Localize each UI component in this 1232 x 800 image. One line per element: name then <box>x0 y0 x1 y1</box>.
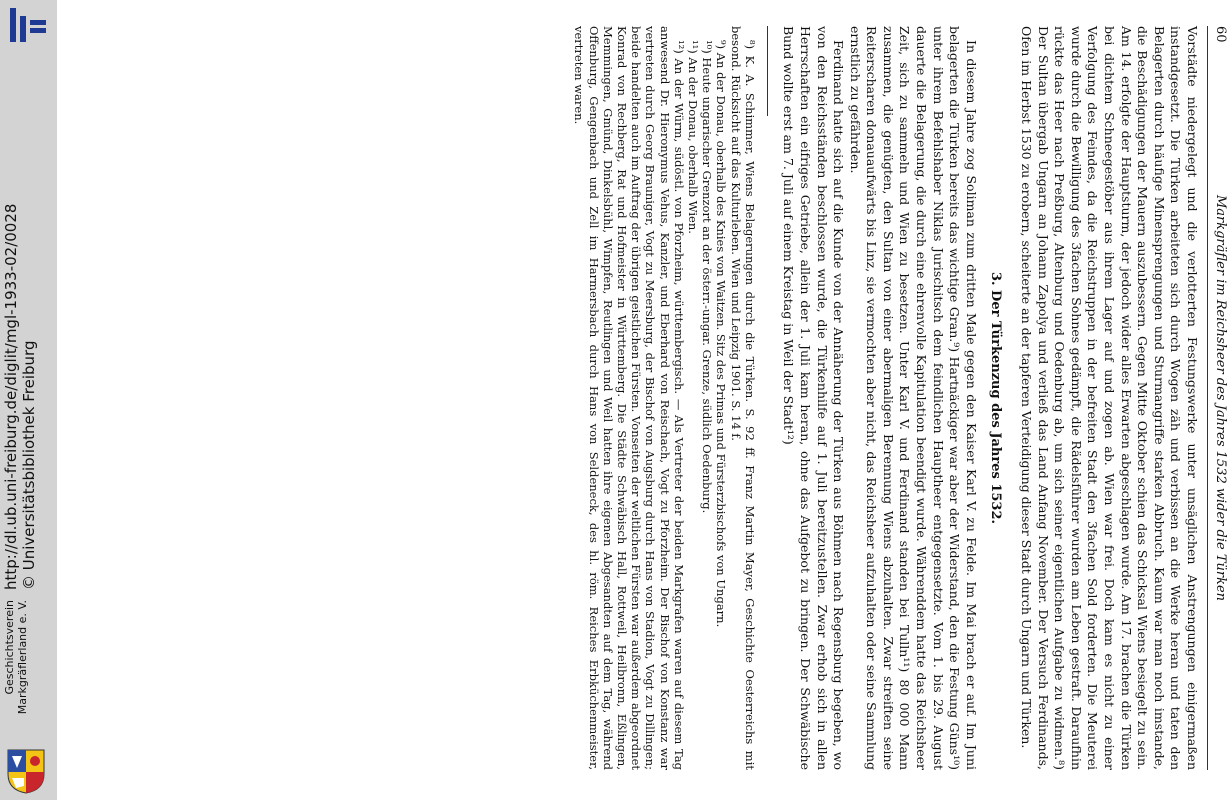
copyright-notice: © Universitätsbibliothek Freiburg <box>20 340 38 590</box>
page-number: 60 <box>1213 26 1228 43</box>
paragraph-1: Vorstädte niedergelegt und die verlotterten Festungswerke unter unsäglichen Anstrengungen einigermaßen instandgesetzt. Die Türken arbeiteten sich durch Wogen zäh und verbissen an die Werke heran und taten den Belagerten durch häufige Minensprengungen und Sturmangriffe starken Abbruch. Kaum war man noch imstande, die Beschädigungen der Mauern auszubessern. Gegen Mitte Oktober schien das Schicksal Wiens besiegelt zu sein. Am 14. erfolgte der Hauptsturm, der jedoch wider alles Erwarten abgeschlagen wurde. Am 17. brachen die Türken bei dichtem Schneegestöber aus ihrem Lager auf und zogen ab. Wien war frei. Doch kam es nicht zu einer Verfolgung des Feindes, da die Reichstruppen in der befreiten Stadt den 3fachen Sold forderten. Die Meuterei wurde durch die Bewilligung des 3fachen Sohnes gedämpft, die Rädelsführer wurden am Leben gestraft. Daraufhin rückte das Heer nach Preßburg, Altenburg und Oedenburg ab, um sich seiner eigentlichen Aufgabe zu widmen.⁸) Der Sultan übergab Ungarn an Johann Zapolya und verließ das Land Anfang November. Der Versuch Ferdinands, Ofen im Herbst 1530 zu erobern, scheiterte an der tapferen Verteidigung dieser Stadt durch Ungarn und Türken. <box>1019 26 1200 770</box>
rotated-source-info <box>0 0 60 800</box>
footnote-9: ⁹) An der Donau, oberhalb des Knies von Waitzen. Sitz des Primas und Fürsterzbischofs von Ungarn. <box>714 40 729 628</box>
society-name-line1: Geschichtsverein <box>3 600 16 695</box>
body-text <box>572 26 1200 770</box>
footnote-10: ¹⁰) Heute ungarischer Grenzort an der österr.-ungar. Grenze, südlich Oedenburg. <box>700 40 715 514</box>
section-heading: 3. Der Türkenzug des Jahres 1532. <box>988 271 1004 525</box>
scanned-page <box>132 18 1232 798</box>
society-name-line2: Markgräflerland e. V. <box>16 600 29 715</box>
paragraph-2: In diesem Jahre zog Soliman zum dritten Male gegen den Kaiser Karl V. zu Felde. Im Mai brach er auf. Im Juni belagerten die Türken bereits das wichtige Gran.⁹) Hartnäckiger war aber der Widerstand, den die Festung Güns¹⁰) unter ihrem Befehlshaber Niklas Jurischitsch dem feindlichen Hauptheer entgegensetzte. Vom 1. bis 29. August dauerte die Belagerung, die durch eine ehrenvolle Kapitulation beendigt wurde. Währenddem hatte das Reichsheer Zeit, sich zu sammeln und Wien zu besetzen. Unter Karl V. und Ferdinand standen bei Tulln¹¹) 80 000 Mann zusammen, die genügten, den Sultan von einer abermaligen Berennung Wiens abzuhalten. Zwar streiften seine Reiterscharen donauaufwärts bis Linz, sie vermochten aber nicht, das Reichsheer aufzuhalten oder seine Sammlung ernstlich zu gefährden. <box>847 26 979 770</box>
paragraph-3: Ferdinand hatte sich auf die Kunde von der Annäherung der Türken aus Böhmen nach Regensburg begeben, wo von den Reichsständen beschlossen wurde, die Türkenhilfe auf 1. Juli bereitzustellen. Zwar erhob sich in allen Herrschaften ein eifriges Getriebe, allein der 1. Juli kam heran, ohne das Aufgebot zu bringen. Der Schwäbische Bund wollte erst am 7. Juli auf einem Kreistag in Weil der Stadt¹²) <box>781 26 847 770</box>
footnote-separator <box>767 26 768 116</box>
running-head <box>1208 26 1228 770</box>
footnote-8: ⁸) K. A. Schimmer, Wiens Belagerungen durch die Türken. S. 92 ff. Franz Martin Mayer, Geschichte Oesterreichs mit besond. Rücksicht auf das Kulturleben. Wien und Leipzig 1901. S. 14 f. <box>728 26 757 770</box>
source-url[interactable]: http://dl.ub.uni-freiburg.de/diglit/mgl-1933-02/0028 <box>2 203 20 590</box>
running-head-title: Markgräfler im Reichsheer des Jahres 1532 wider die Türken <box>1213 194 1228 602</box>
header-rule <box>1207 26 1208 770</box>
footnote-12: ¹²) An der Würm, südöstl. von Pforzheim, württembergisch. — Als Vertreter der beiden Markgrafen waren auf diesem Tag anwesend Dr. Hieronymus Vehus, Kanzler, und Eberhard von Reischach, Vogt zu Pforzheim. Der Bischof von Konstanz war vertreten durch Georg Brauniger, Vogt zu Meersburg, der Bischof von Augsburg durch Hans von Stadion, Vogt zu Dillingen; beide handelten auch im Auftrag der übrigen geistlichen Fürsten. Vonseiten der weltlichen Fürsten war außerdem abgeordnet Konrad von Rechberg, Rat und Hofmeister in Württemberg. Die Städte Schwäbisch Hall, Rottweil, Heilbronn, Eßlingen, Memmingen, Gmünd, Dinkelsbühl, Wimpfen, Reutlingen und Weil hatten ihre eigenen Abgesandten auf dem Tag, während Offenburg, Gengenbach und Zell im Harmersbach durch Hans von Seldeneck, des hl. röm. Reiches Erbküchenmeister, vertreten waren. <box>572 26 686 770</box>
footnote-11: ¹¹) An der Donau, oberhalb Wien. <box>685 40 700 234</box>
